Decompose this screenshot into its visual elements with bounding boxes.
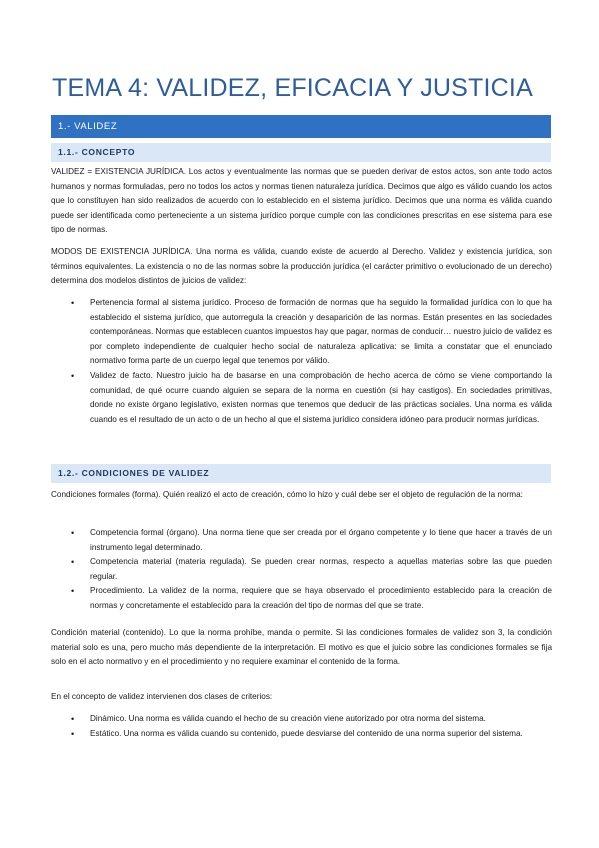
list-item (51, 727, 552, 742)
bullet-icon: • (71, 298, 75, 308)
bullet-icon: • (71, 728, 75, 739)
subsection-heading-concepto: 1.1.- CONCEPTO (51, 143, 551, 162)
list-item (51, 712, 552, 727)
paragraph-condiciones-formales: Condiciones formales (forma). Quién realizó el acto de creación, cómo lo hizo y cuál debe ser el objeto de regulación de la norma: (51, 490, 523, 499)
paragraph-condicion-material: Condición material (contenido). Lo que la norma prohíbe, manda o permite. Si las condiciones formales de validez son 3, la condición material solo es una, pero mucho más dependiente de la interpretación. El motivo es que el juicio sobre las condiciones formales se fija solo en el acto normativo y en el procedimiento y no requiere examinar el contenido de la forma. (51, 628, 552, 667)
list-item-text: Dinámico. Una norma es válida cuando el hecho de su creación viene autorizado por otra norma del sistema. (90, 714, 486, 723)
list-item-text: Pertenencia formal al sistema jurídico. Proceso de formación de normas que ha seguido la formalidad jurídica con lo que ha establecido el sistema jurídico, que autorregula la creación y desaparición de las normas. Están presentes en las sociedades contemporáneas. Normas que establecen cuantos impuestos hay que pagar, normas de conducir… nuestro juicio de validez es por completo independiente de cualquier hecho social de naturaleza aplicativa: se limita a constatar que el enunciado normativo forma parte de un cuerpo legal que tenemos por válido. (90, 298, 552, 366)
bullet-icon: • (71, 714, 75, 724)
list-validity-models (51, 296, 552, 427)
list-item (51, 369, 552, 427)
paragraph-criterios-intro: En el concepto de validez intervienen dos clases de criterios: (51, 692, 273, 701)
page-title: TEMA 4: VALIDEZ, EFICACIA Y JUSTICIA (52, 74, 533, 102)
section-heading-validez: 1.- VALIDEZ (51, 115, 551, 138)
subsection-heading-condiciones: 1.2.- CONDICIONES DE VALIDEZ (51, 464, 551, 483)
list-item-text: Estático. Una norma es válida cuando su contenido, puede desviarse del contenido de una norma superior del sistema. (90, 728, 523, 738)
paragraph-modos-existencia: MODOS DE EXISTENCIA JURÍDICA. Una norma es válida, cuando existe de acuerdo al Derecho. Validez y existencia jurídica, son términos equivalentes. La existencia o no de las normas sobre la producción jurídica (el carácter primitivo o evolucionado de un derecho) determina dos modelos distintos de juicios de validez: (51, 247, 552, 286)
bullet-icon: • (71, 586, 75, 597)
list-item-text: Competencia material (materia regulada). Se pueden crear normas, respecto a aquellas materias sobre las que pueden regular. (90, 557, 552, 581)
paragraph-validez-definition: VALIDEZ = EXISTENCIA JURÍDICA. Los actos y eventualmente las normas que se pueden derivar de estos actos, son ante todo actos humanos y normas formuladas, pero no todos los actos y normas tienen naturaleza jurídica. Decimos que algo es válido cuando los actos que lo constituyen han sido realizados de acuerdo con lo establecido en el sistema jurídico. Decimos que una norma es válida cuando puede ser identificada como perteneciente a un sistema jurídico porque cumple con las condiciones prescritas en ese sistema para ese tipo de normas. (51, 167, 552, 235)
bullet-icon: • (71, 370, 75, 381)
list-item (51, 296, 552, 369)
list-item (51, 526, 552, 555)
bullet-icon: • (71, 528, 75, 538)
list-item (51, 555, 552, 584)
bullet-icon: • (71, 557, 75, 568)
list-item (51, 584, 552, 613)
list-formal-conditions (51, 526, 552, 614)
list-item-text: Procedimiento. La validez de la norma, requiere que se haya observado el procedimiento establecido para la creación de normas y concretamente el establecido para la creación del tipo de normas del que se trate. (90, 586, 552, 610)
list-item-text: Validez de facto. Nuestro juicio ha de basarse en una comprobación de hecho acerca de cómo se viene comportando la comunidad, de qué ocurre cuando alguien se separa de la norma en cuestión (si hay castigos). En sociedades primitivas, donde no existe órgano legislativo, existen normas que tenemos que deducir de las prácticas sociales. Una norma es válida cuando es el resultado de un acto o de un hecho al que el sistema jurídico considera idóneo para producir normas jurídicas. (90, 370, 552, 424)
list-validity-criteria (51, 712, 552, 741)
list-item-text: Competencia formal (órgano). Una norma tiene que ser creada por el órgano competente y lo tiene que hacer a través de un instrumento legal determinado. (90, 528, 552, 552)
